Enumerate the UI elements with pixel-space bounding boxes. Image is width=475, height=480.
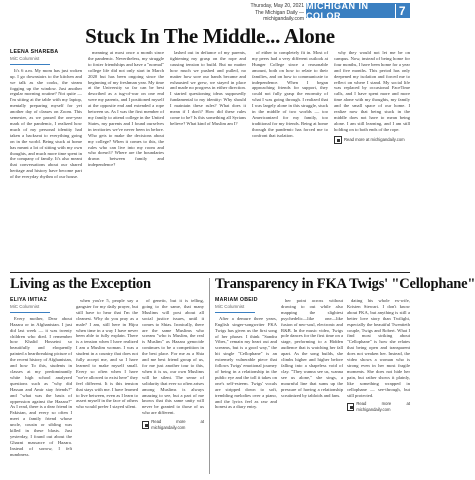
article3-text-2: her point across without drawing to out while also mapping the slightest psychedelic—like one—like fusion of neo-soul, electronic and R&B. In the music video, Twigs pole dances for the first time on a stage, performing to a Hidden audience that is watching her fall apart. As the song builds, she climbs higher and higher before falling into a shapeless void of clay. "They wanna see us, wanna see us alone," she sings, a mournful line that sums up the pressure of having a relationship scrutinized by tabloids and fans. [281,298,343,398]
byline-divider [215,312,255,313]
article3-role: MiC Columnist [215,303,245,309]
article1-readmore-label: Read more at michigandaily.com [344,136,405,142]
article1-author: LEENA SHAREBA [10,49,59,55]
article1-column-5 [334,50,410,266]
article2-title: Living as the Exception [10,276,151,292]
issue-meta [232,3,304,23]
article1-text-3: lashed out in defiance of my parents, tightening my grasp on the rope and causing tension to build. But no matter how much we pushed and pulled, no matter how sore our hands became and exhausted we grew, we stayed in place and made no progress in either direction. I started questioning ideas supposedly fundamental to my identity: Why should I maintain these rules? What does it mean if I don't? How did these rules come to be? Is this something all Syrians believe? What kind of Muslim am I? [170,50,246,126]
article3-column-1 [215,298,277,474]
article2-readmore-label: Read more at michigandaily.com [151,419,204,431]
article1-column-4 [252,50,328,266]
article3-text-1: After a demure three years, English singer-songwriter FKA Twigs has given us the first song of her phaser. I think "Sandra Vibes," remain my heart out and screams, but is a good way," the hit single "Cellophane" is an extremely vulnerable piece that follows Twigs' emotional journey of being in a relationship in the public eye and the toll it takes on one's self-esteem. Twigs' vocals are stripped down to soft, trembling melodies over a piano, and the lyrics feel as raw and honest as a diary entry. [215,315,277,410]
article1-text-1: It's 6 a.m. My mom has just woken up. I go downstairs to the kitchen and we talk as she cooks, the steam fogging up the window. Just another regular morning routine? Not quite — I'm sitting at the table with my laptop, mentally preparing myself for yet another day of classes on Zoom. This semester, as we passed the one-year mark of the pandemic, I realized how much of my personal identity had taken a backseat to everything going on in the world. Being stuck at home has meant a lot of sitting with my own thoughts, and much more time spent in the company of family. It's also meant that conversations about our shared heritage and history have become part of the everyday rhythm of our house. [10,67,82,180]
article1-title: Stuck In The Middle... Alone [85,24,335,48]
article2-column-3 [142,298,204,474]
article2-column-2 [76,298,138,474]
article1-column-3 [170,50,246,266]
article2-text-1: Every mother, Dear about Hazara or in Afghanistan. I just did last week — it was twenty children who died. I remember how Khalid Hosseini so beautifully and eloquently painted a heartbreaking picture of the recent history of Afghanistan, and how To this, students in classes at my predominantly white high school analyzed questions such as "why did Hassan and Amir stay friends?" and "what was the basis of oppression against the Hazara?" As I read, there is a dear friend in Pakistan, and every so often I meet a family friend whose uncle, cousin or sibling was killed in these blasts. Just yesterday, I found out about the Ghazni massacre of Hazara. Instead of sorrow, I felt numbness. [10,315,72,457]
page-header [0,0,420,22]
section-tag [306,0,410,21]
article3-text-3: dating his whole ex-wife, Kristen Stewart. I don't know about FKA, but anything is still a better love story than Twilight, especially the beautiful Twentieth couple, Twigs and Robert. What I find most striking about "Cellophane" is how she relates that being open and transparent does not weaken her. Instead, the video shows a woman who is strong even in her most fragile moments. She does not hide her pain, but rather shows it plainly, like something wrapped in cellophane — see-through, but still protected. [347,298,410,398]
issue-date: Thursday, May 20, 2021 [250,3,304,9]
qr-code-icon [142,421,149,429]
article1-text-2: meaning at most once a month since the pandemic. Nevertheless, my struggle to foster friendships and have a "normal" college life did not only start in March 2020 but has been ongoing since the beginning of my freshman year. My time at the University so far can be best described as a tug-of-war on one end were my parents, and I positioned myself at the opposite end and extended a rope between us. As I was the first member of my family to attend college in the United States, my parents and I found ourselves in territories we've never been in before. Who gets to make the decisions about my college? When it comes to this, the rules who can live into my room and who doesn't? Where are the boundaries drawn between family and independence? [88,50,164,168]
article3-title: Transparency in FKA Twigs' "Cellophane" [215,276,475,292]
qr-code-icon [347,403,354,411]
article1-column-2 [88,50,164,266]
article1-role: MiC Columnist [10,55,40,61]
article3-readmore[interactable] [347,401,410,413]
section-divider [10,272,410,273]
article3-column-2 [281,298,343,474]
article2-column-1 [10,298,72,474]
column-divider [209,278,210,474]
article3-readmore-label: Read more at michigandaily.com [356,401,410,413]
byline-divider [10,64,50,65]
article3-column-3 [347,298,410,474]
byline-divider [10,312,50,313]
article2-text-3: of genetic, but it is telling, going to the same, that many Muslims will post about all social justice issues, until it comes to Shias. Ironically, there are the same Muslims who scream "who is Muslim, the real is Muslim" as Hazara genocide continues to be a competition in the best place. For me as a Shia and me best friend group of us, for me just another tour to this, when it is us, our own Muslims will be silent. The sense of solidarity that ever so often arises among Muslims is always amazing to see, but a part of me knows that this same unity will never be granted to those of us who are different. [142,298,204,416]
article1-text-4: of either to completely fit in. Most of my peers had a very different outlook at Hunger College since a reasonable amount, both on how to relate to their families, and on how to communicate to independence. When I began approaching friends for support, they could not fully grasp the enormity of what I was going through. I realized that I was largely alone in this struggle, stuck in the middle of two worlds — too Americanized for my family, too traditional for my friends. Being at home through the pandemic has forced me to confront that isolation. [252,50,328,138]
article2-author: ELIYA IMTIAZ [10,297,47,303]
article1-readmore[interactable] [334,136,410,144]
article2-text-2: when you're 5, people say a gangster for my daily prayer, but still have to hear that I'm the cleanest. Why do you pray as a male? I am, still here in Hijra when time in a way I have never been able to fully explain. There is a tension when I have realized I am a Muslim woman. I was a student in a country that does not fully accept me, and so I have learned to make myself small. Every so often when I have "we're allowed to exist here" they feel different. It is this tension that stays with me. I have learned to live between, even as I learn to assert myself in the face of others who would prefer I stayed silent. [76,298,138,410]
qr-code-icon [334,136,342,144]
section-label: MICHIGAN IN COLOR [306,0,369,21]
article1-text-5: why they would not let me be on campus. Now, instead of being home for four months, I have been home for a year and five months. This period has only deepened my isolation and forced me to reflect on where I stand. My social life was replaced by occasional FaceTime calls, and I have spent more and more time alone with my thoughts, my family and the small space of our home. I realize now that being stuck in the middle does not have to mean being alone. I am still learning, and I am still holding on to both ends of the rope. [334,50,410,132]
article3-author: MARIAM OBEID [215,297,258,303]
article2-readmore[interactable] [142,419,204,431]
page-number: 7 [395,4,406,18]
article1-column-1 [10,50,82,266]
article2-role: MiC Columnist [10,303,40,309]
paper-name: The Michigan Daily — michigandaily.com [255,9,304,22]
